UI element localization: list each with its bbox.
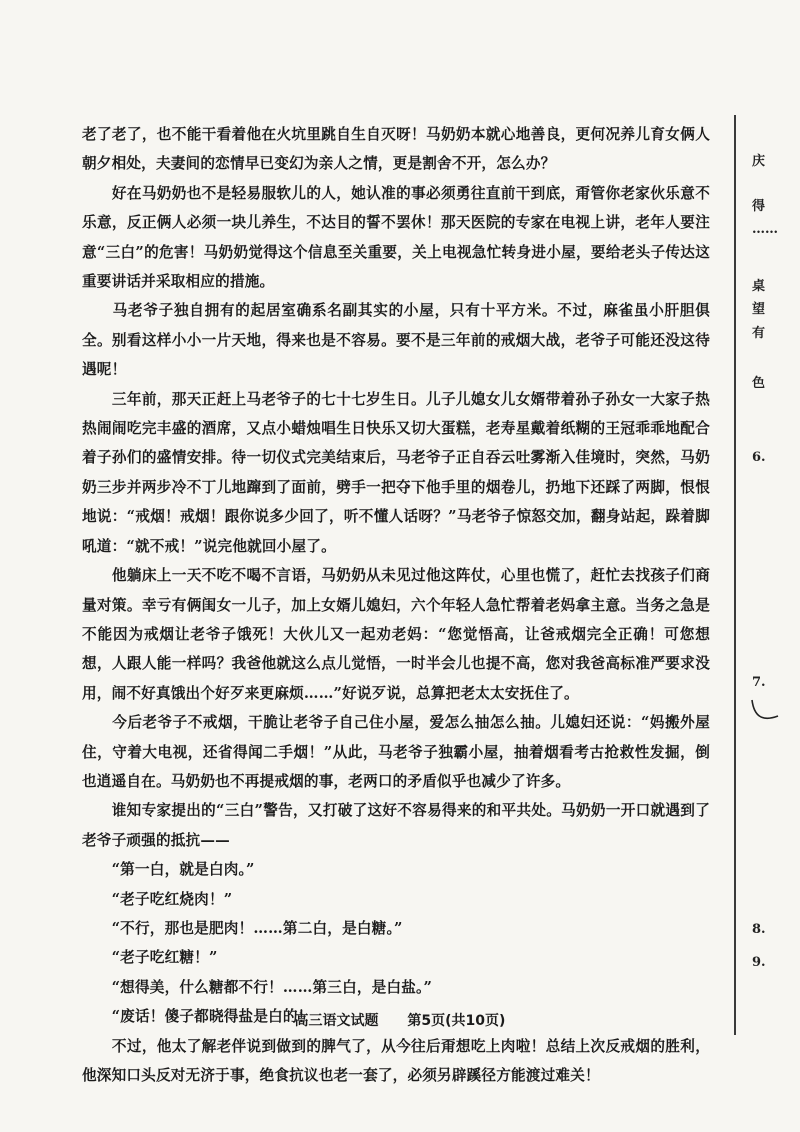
dialogue-line: “废话！傻子都晓得盐是白的！ xyxy=(82,1008,313,1026)
margin-fragment: 得 xyxy=(752,199,766,214)
paragraph: 他躺床上一天不吃不喝不言语，马奶奶从未见过他这阵仗，心里也慌了，赶忙去找孩子们商量对策。幸亏有俩闺女一儿子，加上女婿儿媳妇，六个年轻人急忙帮着老妈拿主意。当务之急是不能因为戒烟让老爷子饿死！大伙儿又一起劝老妈：“您觉悟高，让爸戒烟完全正确！可您想想，人跟人能一样吗？我爸他就这么点儿觉悟，一时半会儿也提不高，您对我爸高标准严要求没用，闹不好真饿出个好歹来更麻烦……”好说歹说，总算把老太太安抚住了。 xyxy=(82,567,710,702)
margin-fragment: 桌 xyxy=(752,279,766,294)
dialogue-line: “不行，那也是肥肉！……第二白，是白糖。” xyxy=(82,919,403,937)
pen-mark-icon xyxy=(748,690,788,730)
paragraph: 今后老爷子不戒烟，干脆让老爷子自己住小屋，爱怎么抽怎么抽。儿媳妇还说：“妈搬外屋住，守着大电视，还省得闻二手烟！”从此，马老爷子独霸小屋，抽着烟看考古抢救性发掘，倒也逍遥自在。马奶奶也不再提戒烟的事，老两口的矛盾似乎也减少了许多。 xyxy=(82,714,710,790)
question-number: 6. xyxy=(752,450,766,465)
dialogue-line: “想得美，什么糖都不行！……第三白，是白盐。” xyxy=(82,978,433,996)
paragraph: 三年前，那天正赶上马老爷子的七十七岁生日。儿子儿媳女儿女婿带着孙子孙女一大家子热热闹闹吃完丰盛的酒席，又点小蜡烛唱生日快乐又切大蛋糕，老寿星戴着纸糊的王冠乖乖地配合着子孙们的盛情安排。待一切仪式完美结束后，马老爷子正自吞云吐雾渐入佳境时，突然，马奶奶三步并两步冷不丁儿地蹿到了面前，劈手一把夺下他手里的烟卷儿，扔地下还踩了两脚，恨恨地说：“戒烟！戒烟！跟你说多少回了，听不懂人话呀？”马老爷子惊怒交加，翻身站起，跺着脚吼道：“就不戒！”说完他就回小屋了。 xyxy=(82,390,710,555)
page-footer xyxy=(0,1010,800,1030)
paragraph: 不过，他太了解老伴说到做到的脾气了，从今往后甭想吃上肉啦！总结上次反戒烟的胜利，他深知口头反对无济于事，绝食抗议也老一套了，必须另辟蹊径方能渡过难关！ xyxy=(82,1037,710,1084)
column-divider xyxy=(734,115,736,1035)
footer-subject: 高三语文试题 xyxy=(294,1013,379,1029)
paragraph: 谁知专家提出的“三白”警告，又打破了这好不容易得来的和平共处。马奶奶一开口就遇到了老爷子顽强的抵抗—— xyxy=(82,802,710,849)
margin-fragment: 有 xyxy=(752,326,766,341)
dialogue-line: “老子吃红糖！” xyxy=(82,949,218,967)
margin-fragment: …… xyxy=(752,222,778,237)
question-number: 7. xyxy=(752,675,766,690)
question-number: 9. xyxy=(752,955,766,970)
margin-fragment: 庆 xyxy=(752,154,766,169)
paragraph: 老了老了，也不能干看着他在火坑里跳自生自灭呀！马奶奶本就心地善良，更何况养儿育女俩人朝夕相处，夫妻间的恋情早已变幻为亲人之情，更是割舍不开，怎么办？ xyxy=(82,126,710,173)
margin-fragment: 色 xyxy=(752,376,766,391)
question-number: 8. xyxy=(752,922,766,937)
dialogue-line: “第一白，就是白肉。” xyxy=(82,861,255,879)
margin-fragment: 望 xyxy=(752,302,766,317)
paragraph: 马老爷子独自拥有的起居室确系名副其实的小屋，只有十平方米。不过，麻雀虽小肝胆俱全。别看这样小小一片天地，得来也是不容易。要不是三年前的戒烟大战，老爷子可能还没这待遇呢！ xyxy=(82,302,710,379)
paragraph: 好在马奶奶也不是轻易服软儿的人，她认准的事必须勇往直前干到底，甭管你老家伙乐意不乐意，反正俩人必须一块儿养生，不达目的誓不罢休！那天医院的专家在电视上讲，老年人要注意“三白”的危害！马奶奶觉得这个信息至关重要，关上电视急忙转身进小屋，要给老头子传达这重要讲话并采取相应的措施。 xyxy=(82,184,710,291)
article-body xyxy=(82,120,710,1090)
dialogue-line: “老子吃红烧肉！” xyxy=(82,890,233,908)
footer-page-number: 第5页(共10页) xyxy=(407,1013,506,1029)
